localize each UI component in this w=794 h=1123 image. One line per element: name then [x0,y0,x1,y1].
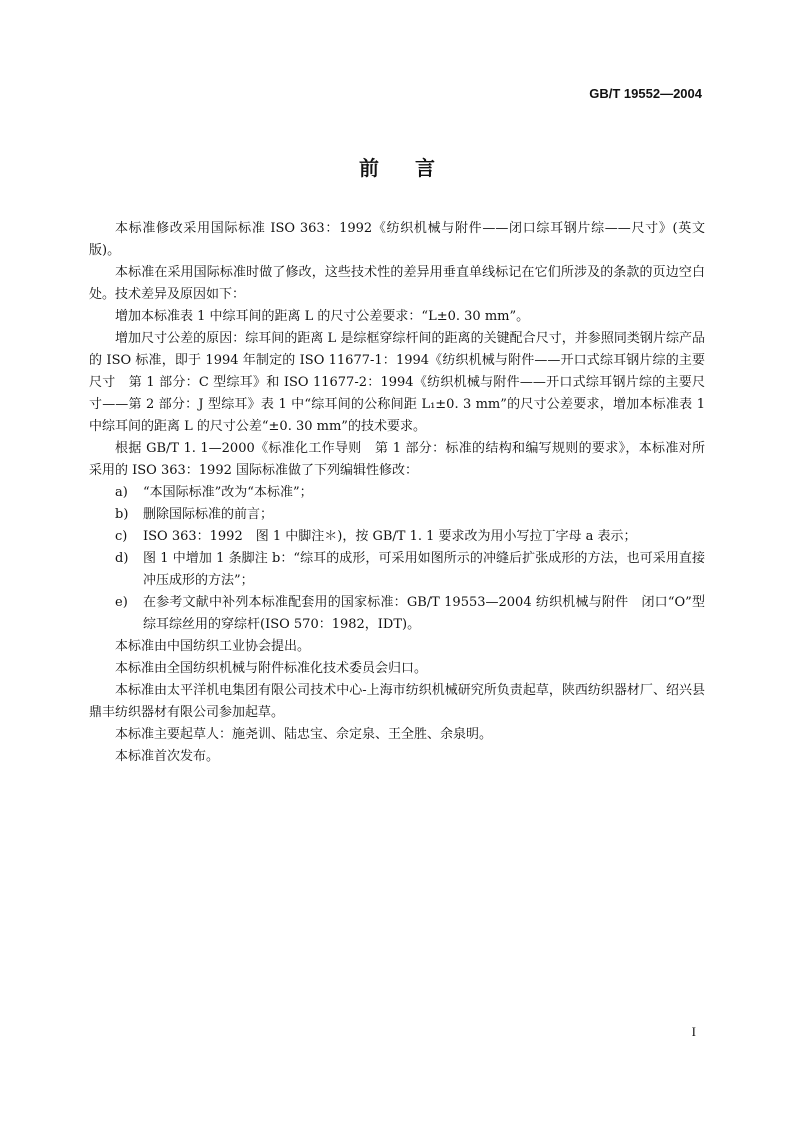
page-number: I [691,1024,696,1039]
list-item-text: 在参考文献中补列本标准配套用的国家标准：GB/T 19553—2004 纺织机械与附件 闭口“O”型综耳综丝用的穿综杆(ISO 570：1982，IDT)。 [143,595,705,632]
list-item [89,526,705,548]
paragraph-adoption: 本标准修改采用国际标准 ISO 363：1992《纺织机械与附件——闭口综耳钢片综——尺寸》(英文版)。 [89,221,705,258]
list-marker: a) [115,485,128,500]
page-title: 前言 [359,156,471,180]
list-item-text: 删除国际标准的前言； [143,507,274,522]
paragraph-drafting-units: 本标准由太平洋机电集团有限公司技术中心-上海市纺织机械研究所负责起草，陕西纺织器材厂、绍兴县鼎丰纺织器材有限公司参加起草。 [89,683,705,720]
list-item-text: ISO 363：1992 图 1 中脚注＊)，按 GB/T 1. 1 要求改为用小写拉丁字母 a 表示； [143,529,637,544]
paragraph-first-release: 本标准首次发布。 [115,749,220,764]
paragraph-proposer: 本标准由中国纺织工业协会提出。 [115,639,311,654]
list-item [89,482,705,504]
list-item-text: 图 1 中增加 1 条脚注 b：“综耳的成形，可采用如图所示的冲缝后扩张成形的方法，也可采用直接冲压成形的方法”； [143,551,705,588]
list-item [89,592,705,636]
list-marker: e) [115,595,128,610]
paragraph-committee: 本标准由全国纺织机械与附件标准化技术委员会归口。 [115,661,428,676]
list-item [89,504,705,526]
paragraph-modification: 本标准在采用国际标准时做了修改，这些技术性的差异用垂直单线标记在它们所涉及的条款的页边空白处。技术差异及原因如下： [89,265,705,302]
paragraph-editorial: 根据 GB/T 1. 1—2000《标准化工作导则 第 1 部分：标准的结构和编写规则的要求》，本标准对所采用的 ISO 363：1992 国际标准做了下列编辑性修改： [89,441,705,478]
paragraph-drafters: 本标准主要起草人：施尧训、陆忠宝、佘定泉、王全胜、余泉明。 [115,727,493,742]
list-item-text: “本国际标准”改为“本标准”； [143,485,313,500]
list-marker: c) [115,529,128,544]
standard-code: GB/T 19552—2004 [589,86,702,101]
paragraph-reason: 增加尺寸公差的原因：综耳间的距离 L 是综框穿综杆间的距离的关键配合尺寸，并参照同类钢片综产品的 ISO 标准，即于 1994 年制定的 ISO 11677-1：1994《纺织机械与附件——开口式综耳钢片综的主要尺寸 第 1 部分：C 型综耳》和 ISO 11677-2：1994《纺织机械与附件——开口式综耳钢片综的主要尺寸——第 2 部分：J 型综耳》表 1 中“综耳间的公称间距 L₁±0. 3 mm”的尺寸公差要求，增加本标准表 1 中综耳间的距离 L 的尺寸公差“±0. 30 mm”的技术要求。 [89,331,705,434]
list-item [89,548,705,592]
list-marker: d) [115,551,129,566]
paragraph-tolerance: 增加本标准表 1 中综耳间的距离 L 的尺寸公差要求：“L±0. 30 mm”。 [115,309,530,324]
list-marker: b) [115,507,129,522]
document-body [89,218,705,768]
